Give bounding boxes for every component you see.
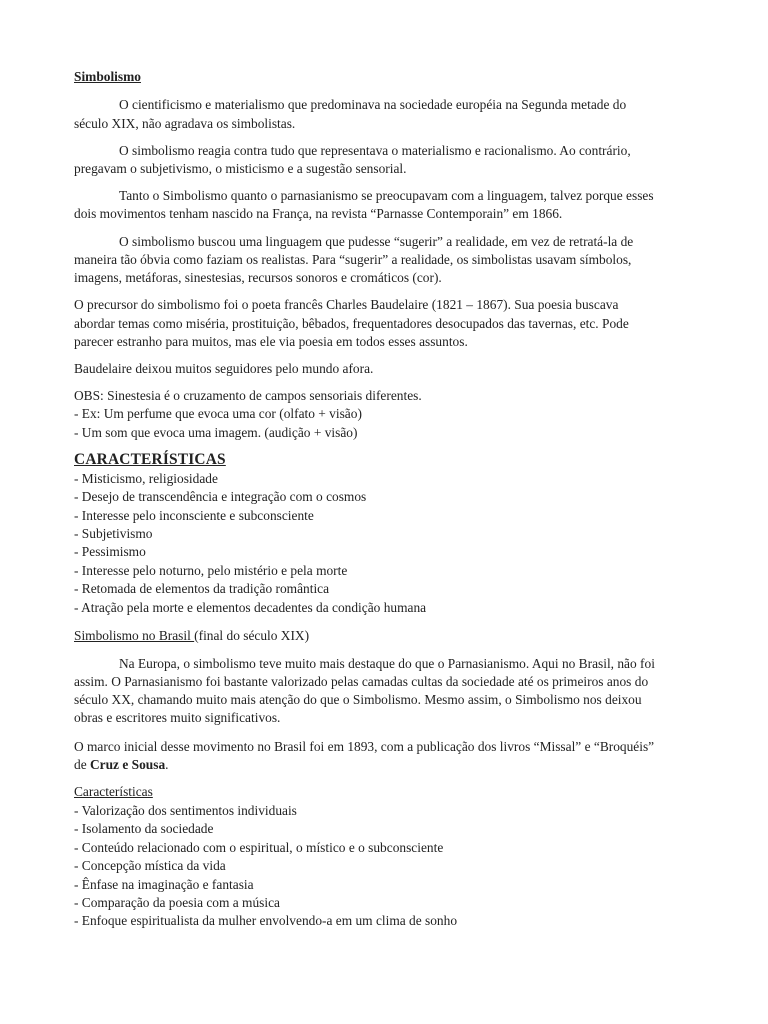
brasil-heading [74,627,309,645]
paragraph-1-line-2: século XIX, não agradava os simbolistas. [74,116,296,131]
paragraph-1-line-1: O cientificismo e materialismo que predominava na sociedade européia na Segunda metade do [119,97,627,112]
paragraph-7-line-2: assim. O Parnasianismo foi bastante valorizado pelas camadas cultas da sociedade até os primeiros anos do [74,674,649,689]
paragraph-3-line-1: Tanto o Simbolismo quanto o parnasianismo se preocupavam com a linguagem, talvez porque esses [119,188,654,203]
paragraph-8-line-1: O marco inicial desse movimento no Brasil foi em 1893, com a publicação dos livros “Missal” e “Broquéis” [74,739,655,754]
paragraph-3-line-2: dois movimentos tenham nascido na França, na revista “Parnasse Contemporain” em 1866. [74,206,563,221]
caracteristicas-item: - Interesse pelo noturno, pelo mistério e pela morte [74,563,348,578]
paragraph-5-line-1: O precursor do simbolismo foi o poeta francês Charles Baudelaire (1821 – 1867). Sua poesia buscava [74,297,619,312]
obs-line-3: - Um som que evoca uma imagem. (audição + visão) [74,425,358,440]
caracteristicas-item: - Subjetivismo [74,526,153,541]
paragraph-7-line-4: obras e escritores muito significativos. [74,710,281,725]
paragraph-7-line-3: século XX, chamando muito mais atenção do que o Simbolismo. Mesmo assim, o Simbolismo nos deixou [74,692,642,707]
caracteristicas-heading: CARACTERÍSTICAS [74,451,226,468]
paragraph-7-line-1: Na Europa, o simbolismo teve muito mais destaque do que o Parnasianismo. Aqui no Brasil, não foi [119,656,655,671]
paragraph-4-line-3: imagens, metáforas, sinestesias, recursos sonoros e cromáticos (cor). [74,270,442,285]
brasil-caracteristicas-item: - Comparação da poesia com a música [74,895,280,910]
document-title: Simbolismo [74,69,141,84]
paragraph-8-line-2 [74,756,169,774]
paragraph-4-line-2: maneira tão óbvia como faziam os realistas. Para “sugerir” a realidade, os simbolistas usavam símbolos, [74,252,632,267]
paragraph-8-end: . [165,757,169,772]
brasil-caracteristicas-item: - Concepção mística da vida [74,858,226,873]
brasil-caracteristicas-heading: Características [74,784,153,799]
paragraph-5-line-3: parecer estranho para muitos, mas ele via poesia em todos esses assuntos. [74,334,468,349]
paragraph-8-de: de [74,757,90,772]
caracteristicas-item: - Pessimismo [74,544,146,559]
brasil-caracteristicas-item: - Enfoque espiritualista da mulher envolvendo-a em um clima de sonho [74,913,458,928]
caracteristicas-item: - Misticismo, religiosidade [74,471,218,486]
brasil-caracteristicas-item: - Conteúdo relacionado com o espiritual, o místico e o subconsciente [74,840,444,855]
caracteristicas-item: - Atração pela morte e elementos decadentes da condição humana [74,600,427,615]
brasil-heading-suffix: (final do século XIX) [194,628,310,643]
brasil-heading-title: Simbolismo no Brasil [74,628,195,643]
caracteristicas-item: - Desejo de transcendência e integração com o cosmos [74,489,367,504]
paragraph-4-line-1: O simbolismo buscou uma linguagem que pudesse “sugerir” a realidade, em vez de retratá-la de [119,234,634,249]
obs-line-2: - Ex: Um perfume que evoca uma cor (olfato + visão) [74,406,362,421]
paragraph-6: Baudelaire deixou muitos seguidores pelo mundo afora. [74,361,374,376]
caracteristicas-item: - Interesse pelo inconsciente e subconsciente [74,508,314,523]
paragraph-5-line-2: abordar temas como miséria, prostituição, bêbados, frequentadores desocupados das tavernas, etc. Pode [74,316,629,331]
caracteristicas-item: - Retomada de elementos da tradição romântica [74,581,330,596]
paragraph-2-line-2: pregavam o subjetivismo, o misticismo e a sugestão sensorial. [74,161,407,176]
author-name: Cruz e Sousa [90,757,166,772]
brasil-caracteristicas-item: - Ênfase na imaginação e fantasia [74,877,254,892]
paragraph-2-line-1: O simbolismo reagia contra tudo que representava o materialismo e racionalismo. Ao contrário, [119,143,631,158]
obs-line-1: OBS: Sinestesia é o cruzamento de campos sensoriais diferentes. [74,388,422,403]
brasil-caracteristicas-item: - Isolamento da sociedade [74,821,214,836]
brasil-caracteristicas-item: - Valorização dos sentimentos individuais [74,803,297,818]
